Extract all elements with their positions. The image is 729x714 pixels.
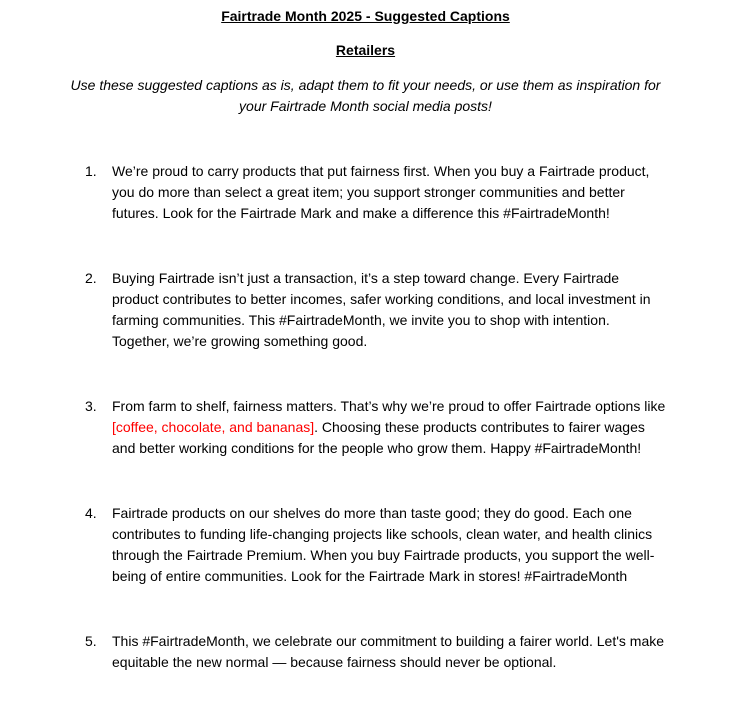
caption-text: This #FairtradeMonth, we celebrate our commitment to building a fairer world. Let's make equitable the new normal — because fairness should never be optional. [112,633,665,670]
caption-number: 5. [85,633,97,649]
caption-number: 3. [85,398,97,414]
caption-item-2 [63,268,668,352]
caption-text-before: From farm to shelf, fairness matters. That’s why we’re proud to offer Fairtrade options like [112,398,666,414]
caption-text [112,396,668,459]
caption-text: Fairtrade products on our shelves do more than taste good; they do good. Each one contributes to funding life-changing projects like schools, clean water, and health clinics through the Fairtrade Premium. When you buy Fairtrade products, you support the well-being of entire communities. Look for the Fairtrade Mark in stores! #FairtradeMonth [112,505,655,584]
caption-text: We’re proud to carry products that put fairness first. When you buy a Fairtrade product, you do more than select a great item; you support stronger communities and better futures. Look for the Fairtrade Mark and make a difference this #FairtradeMonth! [112,163,650,221]
placeholder-highlighted-text: [coffee, chocolate, and bananas] [112,419,315,435]
caption-text: Buying Fairtrade isn’t just a transaction, it’s a step toward change. Every Fairtrade product contributes to better incomes, safer working conditions, and local investment in farming communities. This #FairtradeMonth, we invite you to shop with intention. Together, we’re growing something good. [112,270,651,349]
caption-number: 4. [85,505,97,521]
caption-item-1 [63,161,668,224]
caption-text-after: . Choosing these products contributes to fairer wages and better working conditions for the people who grow them. Happy #FairtradeMonth! [112,419,645,456]
document-subtitle: Retailers [335,42,396,58]
caption-number: 1. [85,163,97,179]
caption-item-4 [63,503,668,587]
caption-item-5 [63,631,668,673]
caption-item-3 [63,396,668,459]
caption-number: 2. [85,270,97,286]
caption-list [63,161,668,673]
intro-paragraph: Use these suggested captions as is, adapt them to fit your needs, or use them as inspiration for your Fairtrade Month social media posts! [70,77,661,114]
document-title: Fairtrade Month 2025 - Suggested Captions [221,8,510,24]
